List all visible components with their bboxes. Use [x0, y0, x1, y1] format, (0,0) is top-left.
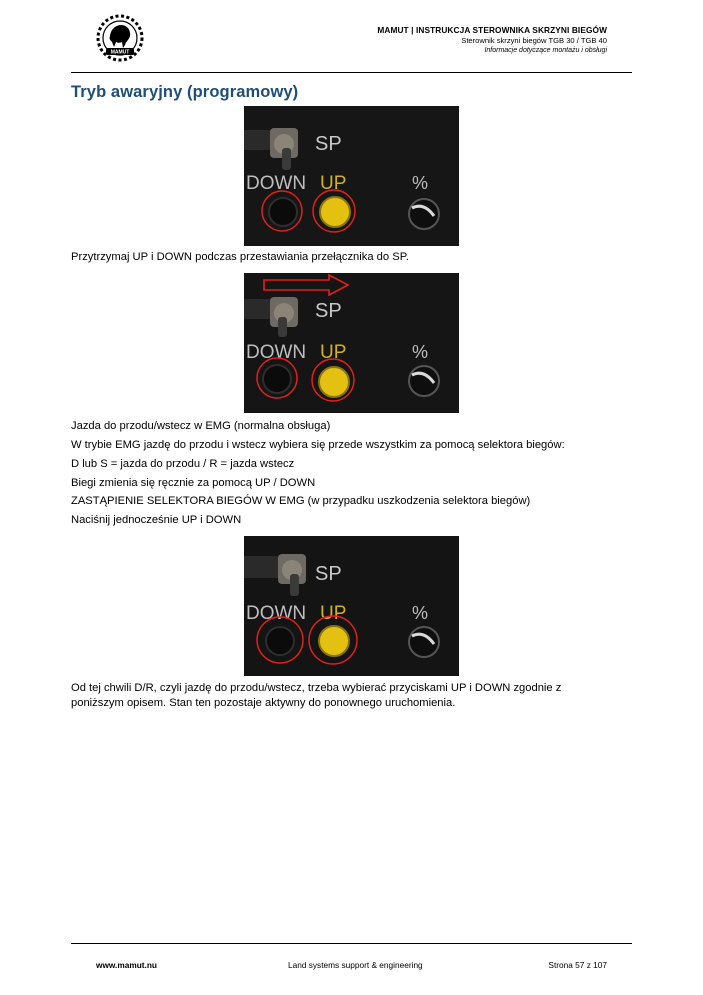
logo-text: MAMUT — [110, 49, 130, 56]
body-line: Biegi zmienia się ręcznie za pomocą UP / DOWN — [71, 477, 316, 489]
control-panel-photo-press-both — [244, 536, 459, 676]
control-panel-photo-hold-buttons — [244, 106, 459, 246]
up-button-icon — [320, 197, 350, 227]
down-button-icon — [263, 365, 291, 393]
percent-label: % — [412, 173, 429, 193]
down-label: DOWN — [246, 342, 307, 363]
up-label: UP — [320, 342, 347, 363]
percent-label: % — [412, 603, 429, 623]
body-line: D lub S = jazda do przodu / R = jazda wstecz — [71, 458, 295, 470]
final-line: poniższym opisem. Stan ten pozostaje aktywny do ponownego uruchomienia. — [71, 697, 456, 709]
percent-label: % — [412, 342, 429, 362]
footer-tagline: Land systems support & engineering — [288, 960, 423, 970]
caption-hold-buttons: Przytrzymaj UP i DOWN podczas przestawiania przełącznika do SP. — [71, 251, 409, 263]
header-title: MAMUT | INSTRUKCJA STEROWNIKA SKRZYNI BIEGÓW — [377, 25, 607, 35]
footer-website-link[interactable]: www.mamut.nu — [96, 960, 157, 970]
body-line: ZASTĄPIENIE SELEKTORA BIEGÓW W EMG (w przypadku uszkodzenia selektora biegów) — [71, 495, 531, 507]
mamut-logo — [94, 12, 146, 64]
sp-label: SP — [315, 563, 342, 585]
up-label: UP — [320, 603, 347, 624]
up-button-icon — [319, 626, 349, 656]
down-label: DOWN — [246, 173, 307, 194]
down-label: DOWN — [246, 603, 307, 624]
up-label: UP — [320, 173, 347, 194]
header-subtitle: Sterownik skrzyni biegów TGB 30 / TGB 40 — [461, 36, 607, 45]
body-line: Naciśnij jednocześnie UP i DOWN — [71, 514, 242, 526]
footer-divider — [71, 943, 632, 944]
header-divider — [71, 72, 632, 73]
up-button-icon — [319, 367, 349, 397]
percent-knob-icon — [409, 199, 439, 229]
final-line: Od tej chwili D/R, czyli jazdę do przodu/wstecz, trzeba wybierać przyciskami UP i DOWN zgodnie z — [71, 682, 562, 694]
sp-label: SP — [315, 133, 342, 155]
body-line: W trybie EMG jazdę do przodu i wstecz wybiera się przede wszystkim za pomocą selektora biegów: — [71, 439, 565, 451]
sp-label: SP — [315, 300, 342, 322]
down-button-icon — [269, 198, 297, 226]
body-line: Jazda do przodu/wstecz w EMG (normalna obsługa) — [71, 420, 331, 432]
down-button-icon — [266, 627, 294, 655]
percent-knob-icon — [409, 627, 439, 657]
section-heading: Tryb awaryjny (programowy) — [71, 83, 299, 101]
header-subtitle-italic: Informacje dotyczące montażu i obsługi — [484, 47, 607, 54]
control-panel-photo-switch-arrow — [244, 273, 459, 413]
percent-knob-icon — [409, 366, 439, 396]
footer-page-number: Strona 57 z 107 — [548, 960, 607, 970]
document-header — [377, 25, 607, 56]
